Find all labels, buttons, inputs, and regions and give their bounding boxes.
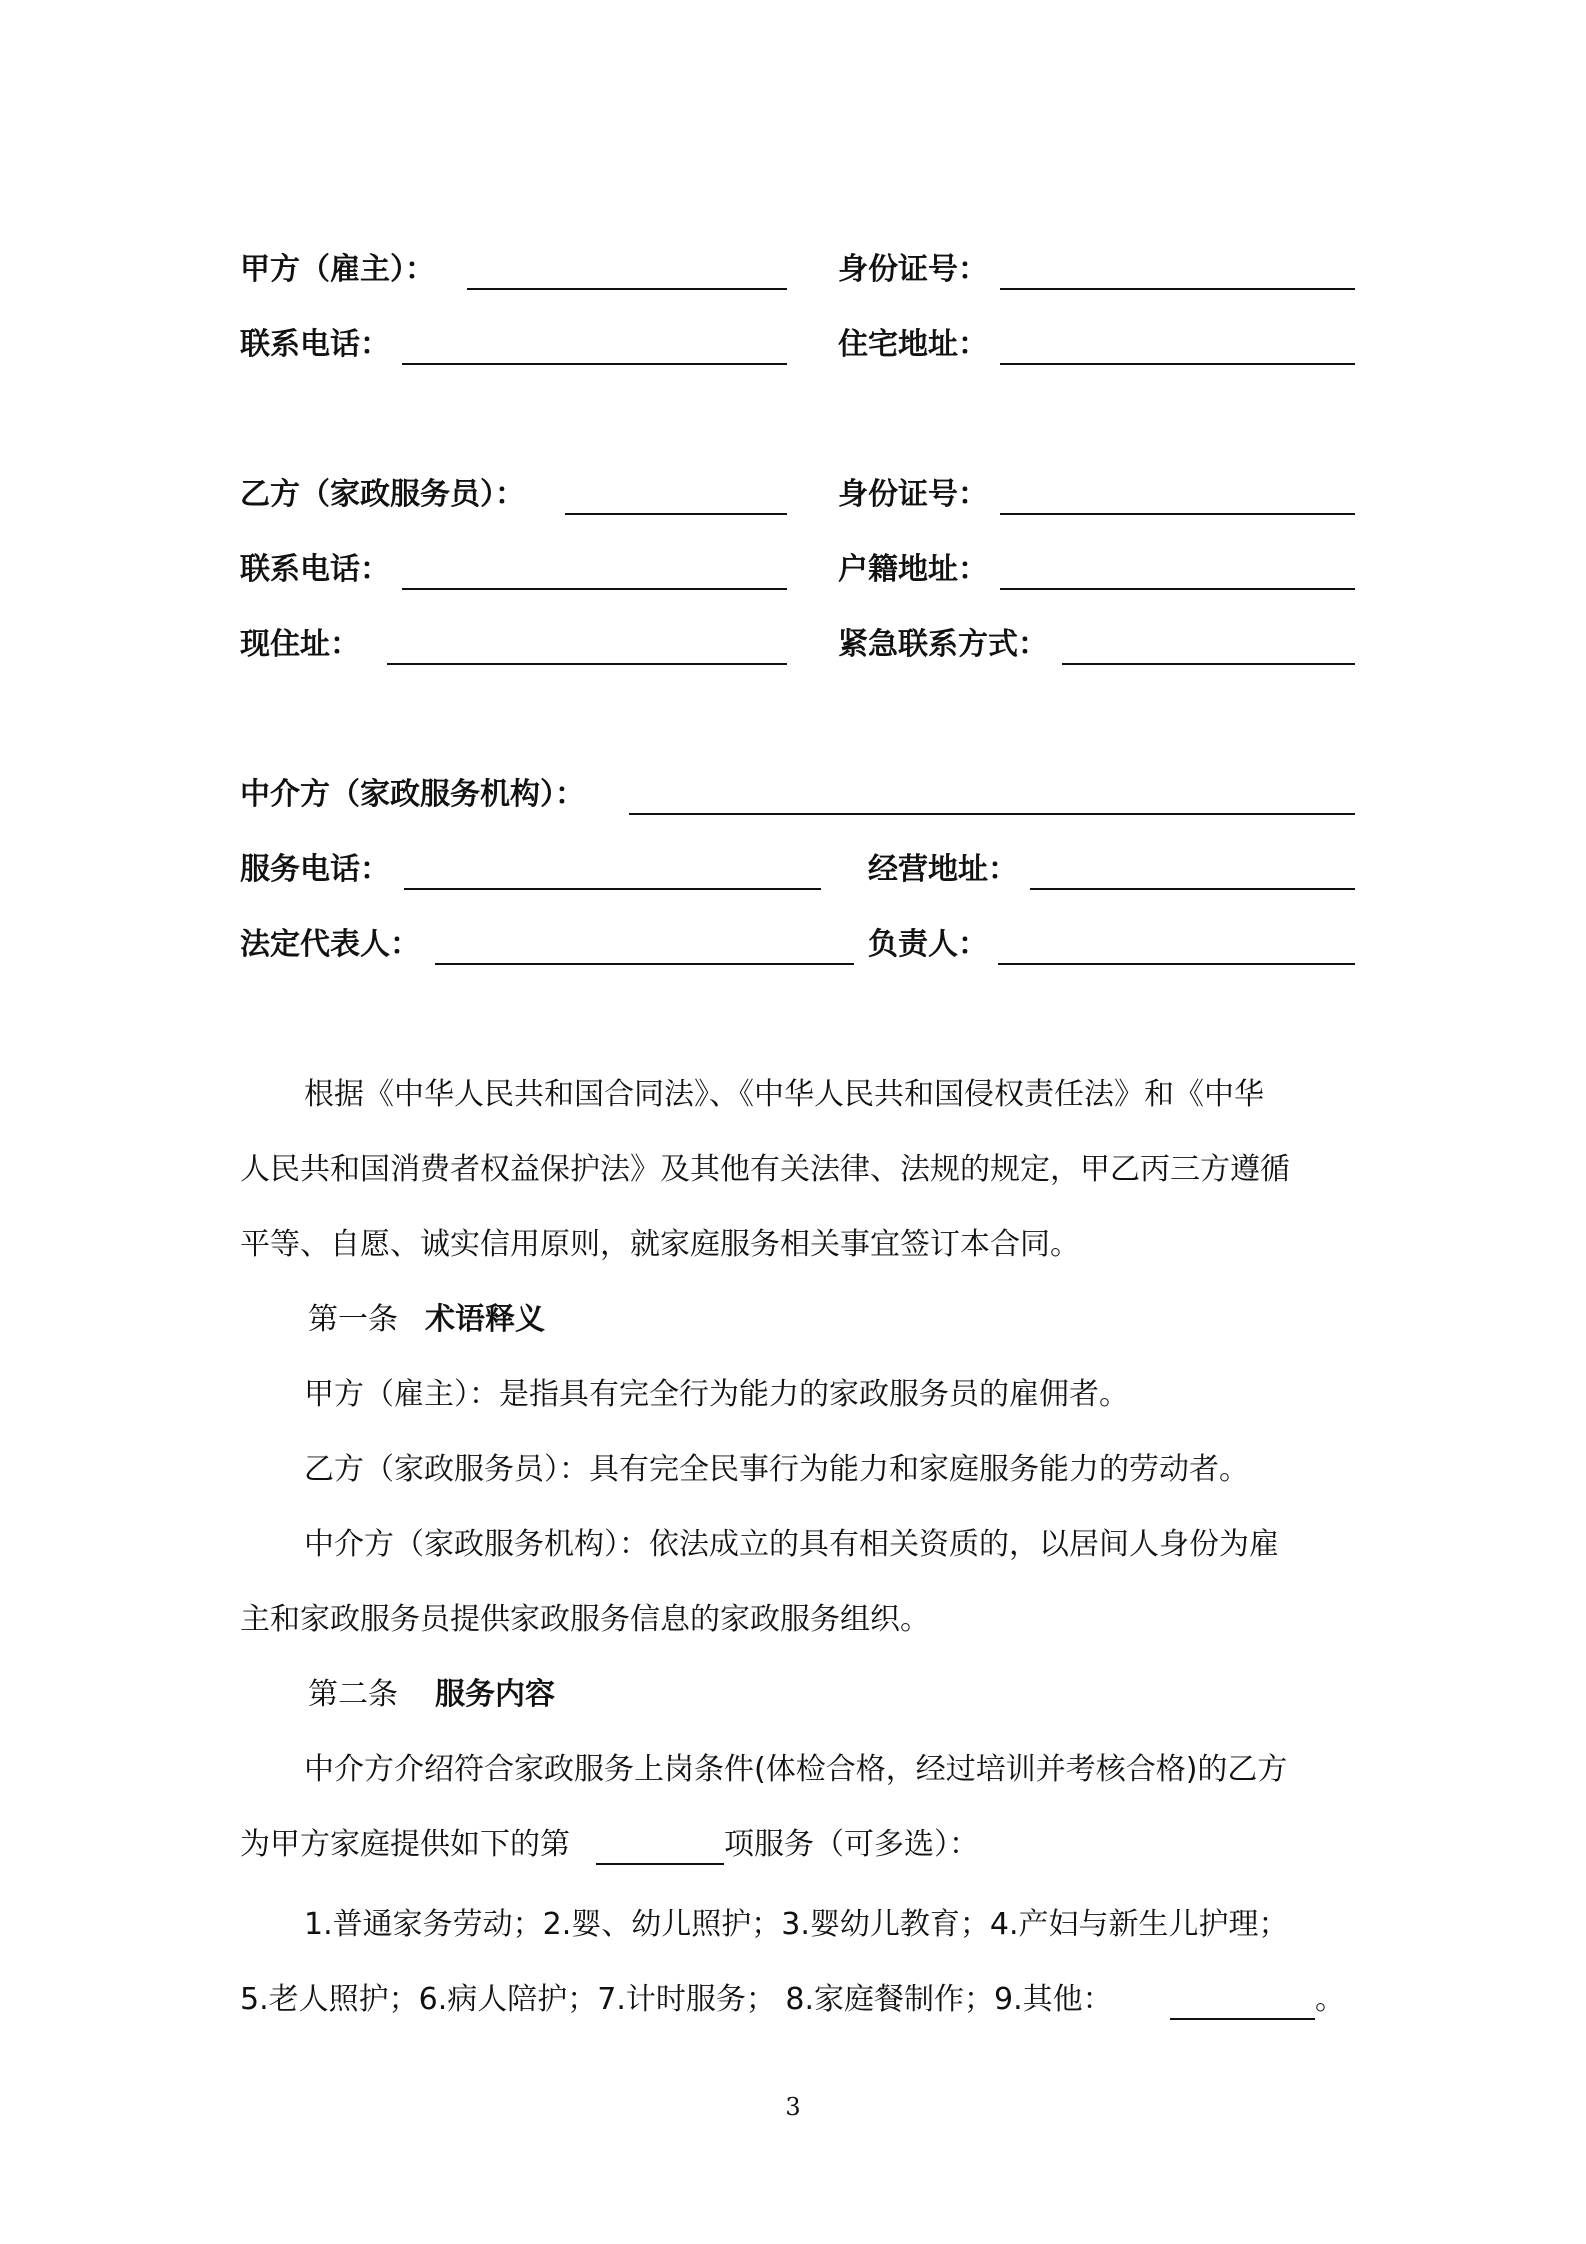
worker-current-address-field[interactable] — [387, 663, 787, 665]
page-number: 3 — [785, 2093, 801, 2121]
worker-phone-field[interactable] — [402, 588, 787, 590]
definition-worker: 乙方（家政服务员）：具有完全民事行为能力和家庭服务能力的劳动者。 — [304, 1452, 1249, 1487]
article-2-title: 服务内容 — [435, 1677, 555, 1712]
worker-name-field[interactable] — [565, 513, 787, 515]
worker-current-address-label: 现住址： — [240, 627, 360, 662]
service-count-field[interactable] — [596, 1863, 724, 1865]
worker-id-label: 身份证号： — [838, 477, 988, 512]
employer-address-field[interactable] — [1000, 363, 1355, 365]
service-list-line-2a: 5.老人照护；6.病人陪护；7.计时服务； 8.家庭餐制作；9.其他： — [240, 1982, 1113, 2017]
agency-business-label: 经营地址： — [868, 852, 1018, 887]
service-paragraph-line-1: 中介方介绍符合家政服务上岗条件(体检合格，经过培训并考核合格)的乙方 — [304, 1752, 1288, 1787]
agency-name-field[interactable] — [629, 813, 1355, 815]
definition-agency-line-2: 主和家政服务员提供家政服务信息的家政服务组织。 — [240, 1602, 930, 1637]
agency-manager-label: 负责人： — [868, 927, 988, 962]
article-1-number: 第一条 — [308, 1302, 398, 1337]
agency-legal-field[interactable] — [435, 963, 854, 965]
employer-id-label: 身份证号： — [838, 252, 988, 287]
worker-label: 乙方（家政服务员）： — [240, 477, 525, 512]
service-other-field[interactable] — [1170, 2018, 1315, 2020]
intro-line-2: 人民共和国消费者权益保护法》及其他有关法律、法规的规定，甲乙丙三方遵循 — [240, 1152, 1290, 1187]
employer-id-field[interactable] — [1000, 288, 1355, 290]
employer-phone-label: 联系电话： — [240, 327, 390, 362]
service-list-line-1: 1.普通家务劳动；2.婴、幼儿照护；3.婴幼儿教育；4.产妇与新生儿护理； — [304, 1907, 1289, 1942]
article-1-title: 术语释义 — [425, 1302, 545, 1337]
agency-label: 中介方（家政服务机构）： — [240, 777, 585, 812]
agency-phone-field[interactable] — [404, 888, 821, 890]
worker-id-field[interactable] — [1000, 513, 1355, 515]
worker-emergency-field[interactable] — [1062, 663, 1355, 665]
agency-manager-field[interactable] — [998, 963, 1355, 965]
definition-agency-line-1: 中介方（家政服务机构）：依法成立的具有相关资质的，以居间人身份为雇 — [304, 1527, 1279, 1562]
definition-employer: 甲方（雇主）：是指具有完全行为能力的家政服务员的雇佣者。 — [304, 1377, 1129, 1412]
agency-phone-label: 服务电话： — [240, 852, 390, 887]
article-2-number: 第二条 — [308, 1677, 398, 1712]
worker-phone-label: 联系电话： — [240, 552, 390, 587]
service-list-line-2b: 。 — [1315, 1982, 1345, 2017]
worker-household-field[interactable] — [1000, 588, 1355, 590]
agency-business-field[interactable] — [1030, 888, 1355, 890]
employer-name-field[interactable] — [467, 288, 787, 290]
service-paragraph-line-2a: 为甲方家庭提供如下的第 — [240, 1827, 570, 1862]
agency-legal-label: 法定代表人： — [240, 927, 420, 962]
service-paragraph-line-2b: 项服务（可多选）： — [724, 1827, 979, 1862]
worker-emergency-label: 紧急联系方式： — [838, 627, 1048, 662]
employer-label: 甲方（雇主）： — [240, 252, 435, 287]
employer-phone-field[interactable] — [402, 363, 787, 365]
worker-household-label: 户籍地址： — [838, 552, 988, 587]
intro-line-1: 根据《中华人民共和国合同法》、《中华人民共和国侵权责任法》和《中华 — [304, 1077, 1264, 1112]
intro-line-3: 平等、自愿、诚实信用原则，就家庭服务相关事宜签订本合同。 — [240, 1227, 1080, 1262]
employer-address-label: 住宅地址： — [838, 327, 988, 362]
